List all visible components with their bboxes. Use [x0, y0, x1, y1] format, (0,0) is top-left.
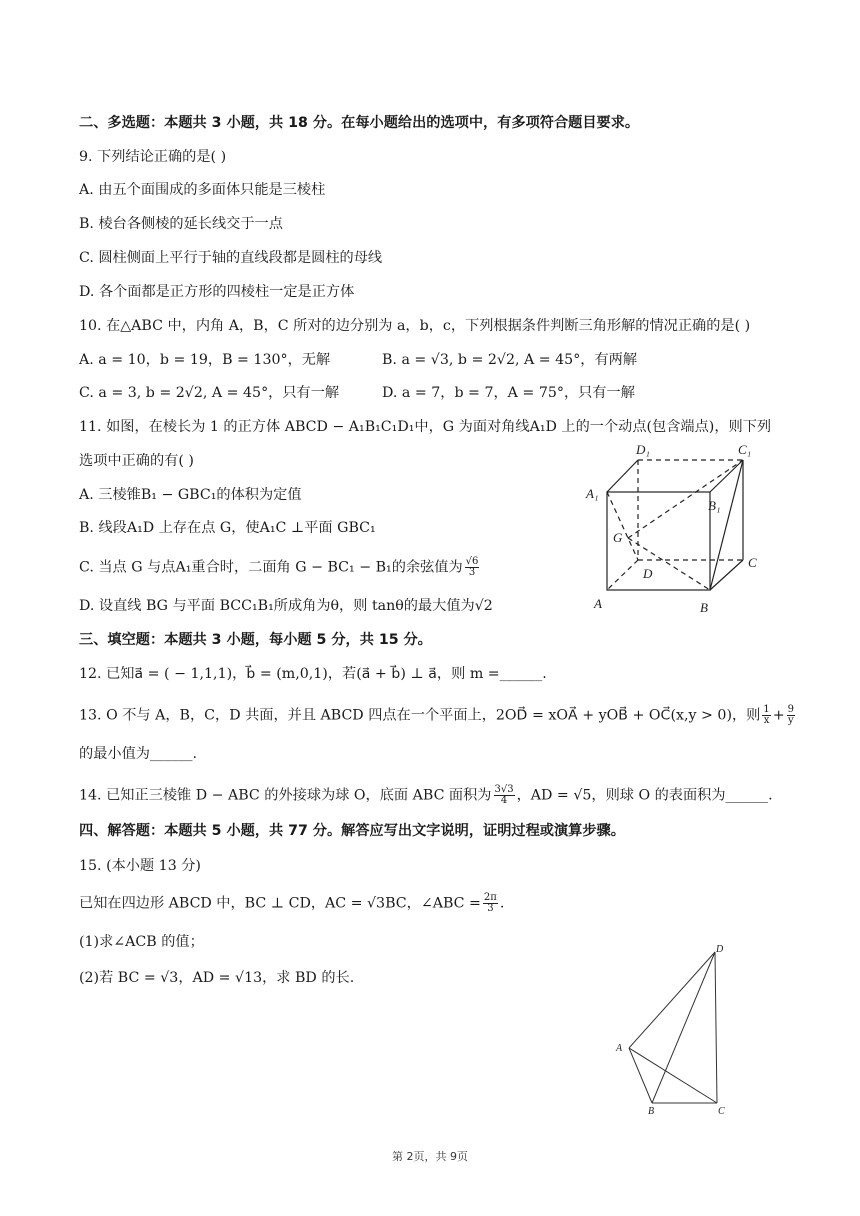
q14 [79, 785, 773, 806]
fraction-denominator: 3 [468, 567, 476, 578]
q11-stem-line1: 11. 如图，在棱长为 1 的正方体 ABCD − A₁B₁C₁D₁中，G 为面对角线A₁D 上的一个动点(包含端点)，则下列 [79, 419, 772, 435]
q15-fraction [483, 893, 498, 914]
label-b: B [648, 1106, 655, 1117]
label-b1: B₁ [708, 498, 721, 513]
fraction-numerator: √6 [465, 556, 479, 567]
q14-text-post: ，AD = √5，则球 O 的表面积为______. [516, 787, 773, 804]
section-heading-fill-blank: 三、填空题：本题共 3 小题，每小题 5 分，共 15 分。 [79, 632, 432, 648]
cube-figure [580, 440, 770, 620]
q12: 12. 已知a⃗ = ( − 1,1,1)，b⃗ = (m,0,1)，若(a⃗ + b⃗) ⊥ a⃗，则 m =______. [79, 666, 547, 682]
q9-option-a: A. 由五个面围成的多面体只能是三棱柱 [79, 182, 326, 198]
label-a: A [616, 1043, 623, 1054]
label-a: A [594, 596, 602, 611]
q13-text: 13. O 不与 A，B，C，D 共面，并且 ABCD 四点在一个平面上，2OD⃗ = xOA⃗ + yOB⃗ + OC⃗(x,y > 0)，则 [79, 707, 761, 724]
q11-option-b: B. 线段A₁D 上存在点 G，使A₁C ⊥平面 GBC₁ [79, 520, 376, 536]
fraction-numerator: 1 [763, 704, 770, 715]
label-b: B [700, 600, 708, 615]
q13-fraction-1 [762, 705, 770, 726]
q11-option-c-text: C. 当点 G 与点A₁重合时，二面角 G − BC₁ − B₁的余弦值为 [79, 559, 463, 576]
fraction-denominator: x [763, 715, 770, 726]
section-heading-solutions: 四、解答题：本题共 5 小题，共 77 分。解答应写出文字说明，证明过程或演算步骤。 [79, 823, 625, 839]
fraction-numerator: 2π [483, 892, 497, 903]
q10-stem: 10. 在△ABC 中，内角 A，B，C 所对的边分别为 a，b，c，下列根据条件判断三角形解的情况正确的是( ) [79, 318, 751, 334]
q10-option-b: B. a = √3, b = 2√2, A = 45°，有两解 [382, 352, 638, 368]
quadrilateral-figure [605, 940, 745, 1120]
q15-part1: (1)求∠ACB 的值； [79, 934, 204, 950]
label-a1: A₁ [586, 486, 599, 501]
q15-part2: (2)若 BC = √3，AD = √13，求 BD 的长. [79, 970, 355, 986]
q14-text-pre: 14. 已知正三棱锥 D − ABC 的外接球为球 O，底面 ABC 面积为 [79, 787, 492, 804]
q15-title: 15. (本小题 13 分) [79, 858, 201, 874]
q15-condition-text: 已知在四边形 ABCD 中，BC ⊥ CD，AC = √3BC，∠ABC = [79, 895, 481, 912]
page-footer: 第 2页，共 9页 [392, 1150, 468, 1163]
q9-option-d: D. 各个面都是正方形的四棱柱一定是正方体 [79, 284, 355, 300]
q10-option-c: C. a = 3, b = 2√2, A = 45°，只有一解 [79, 385, 340, 401]
q14-fraction [494, 785, 515, 806]
q9-option-b: B. 棱台各侧棱的延长线交于一点 [79, 216, 283, 232]
section-heading-multiple-choice: 二、多选题：本题共 3 小题，共 18 分。在每小题给出的选项中，有多项符合题目要求。 [79, 115, 640, 131]
q13-fraction-2 [787, 705, 795, 726]
q11-stem-line2: 选项中正确的有( ) [79, 453, 194, 469]
fraction-numerator: 3√3 [494, 784, 514, 795]
fraction-numerator: 9 [787, 704, 794, 715]
fraction-denominator: 4 [500, 795, 508, 806]
q11-option-c [79, 557, 481, 578]
label-d1: D₁ [636, 442, 650, 457]
label-c: C [718, 1106, 725, 1117]
q11-option-d: D. 设直线 BG 与平面 BCC₁B₁所成角为θ，则 tanθ的最大值为√2 [79, 598, 493, 614]
q10-option-a: A. a = 10，b = 19，B = 130°，无解 [79, 352, 331, 368]
q11-option-c-fraction [465, 557, 480, 578]
label-c: C [748, 555, 757, 570]
label-g: G [613, 530, 623, 545]
q9-option-c: C. 圆柱侧面上平行于轴的直线段都是圆柱的母线 [79, 250, 383, 266]
q9-stem: 9. 下列结论正确的是( ) [79, 149, 227, 165]
plus-sign: + [772, 707, 785, 724]
label-d: D [643, 566, 653, 581]
label-d: D [716, 944, 724, 955]
q10-option-d: D. a = 7，b = 7，A = 75°，只有一解 [382, 385, 635, 401]
q13-line1 [79, 705, 797, 726]
fraction-denominator: y [787, 715, 794, 726]
q13-line2: 的最小值为______. [79, 746, 198, 762]
label-c1: C₁ [738, 442, 752, 457]
q11-option-a: A. 三棱锥B₁ − GBC₁的体积为定值 [79, 487, 302, 503]
q15-condition [79, 893, 504, 914]
fraction-denominator: 3 [487, 903, 494, 914]
q15-condition-end: . [499, 895, 505, 912]
